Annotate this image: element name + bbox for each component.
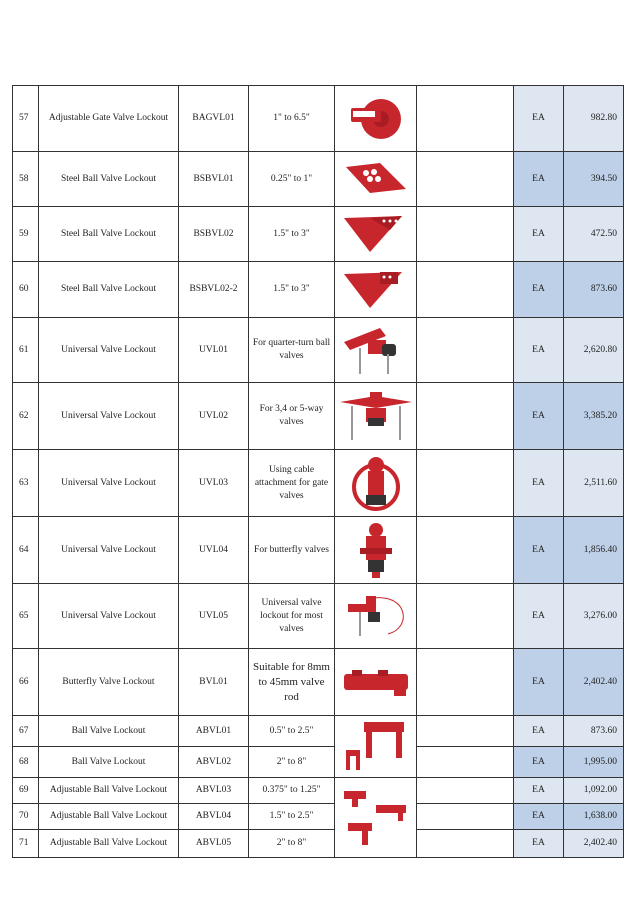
unit-cell: EA bbox=[514, 383, 564, 450]
table-row bbox=[13, 383, 624, 450]
price-cell: 982.80 bbox=[564, 86, 624, 152]
price-cell: 394.50 bbox=[564, 152, 624, 207]
unit-cell: EA bbox=[514, 318, 564, 383]
product-code: BAGVL01 bbox=[179, 86, 249, 152]
blank-cell bbox=[417, 383, 514, 450]
price-cell: 2,402.40 bbox=[564, 649, 624, 716]
product-image-cell bbox=[335, 383, 417, 450]
product-size: 0.375" to 1.25" bbox=[249, 778, 335, 804]
product-image-cell bbox=[335, 517, 417, 584]
row-number: 64 bbox=[13, 517, 39, 584]
product-description: Adjustable Gate Valve Lockout bbox=[39, 86, 179, 152]
product-code: UVL05 bbox=[179, 584, 249, 649]
product-image-cell bbox=[335, 584, 417, 649]
universal-valve-lockout-image bbox=[340, 322, 412, 378]
price-cell: 1,995.00 bbox=[564, 747, 624, 778]
blank-cell bbox=[417, 450, 514, 517]
unit-cell: EA bbox=[514, 262, 564, 318]
product-description: Universal Valve Lockout bbox=[39, 383, 179, 450]
blank-cell bbox=[417, 778, 514, 804]
product-code: UVL04 bbox=[179, 517, 249, 584]
table-row bbox=[13, 207, 624, 262]
price-cell: 1,856.40 bbox=[564, 517, 624, 584]
blank-cell bbox=[417, 584, 514, 649]
table-row bbox=[13, 830, 624, 858]
unit-cell: EA bbox=[514, 207, 564, 262]
unit-cell: EA bbox=[514, 649, 564, 716]
product-image-cell bbox=[335, 152, 417, 207]
unit-cell: EA bbox=[514, 778, 564, 804]
product-code: BSBVL01 bbox=[179, 152, 249, 207]
row-number: 66 bbox=[13, 649, 39, 716]
row-number: 59 bbox=[13, 207, 39, 262]
product-description: Ball Valve Lockout bbox=[39, 716, 179, 747]
product-description: Adjustable Ball Valve Lockout bbox=[39, 804, 179, 830]
product-code: ABVL01 bbox=[179, 716, 249, 747]
product-code: ABVL04 bbox=[179, 804, 249, 830]
universal-valve-lockout-image bbox=[338, 388, 414, 444]
price-cell: 2,620.80 bbox=[564, 318, 624, 383]
table-row bbox=[13, 86, 624, 152]
row-number: 70 bbox=[13, 804, 39, 830]
product-code: UVL02 bbox=[179, 383, 249, 450]
blank-cell bbox=[417, 207, 514, 262]
unit-cell: EA bbox=[514, 517, 564, 584]
universal-valve-lockout-image bbox=[346, 453, 406, 513]
table-row bbox=[13, 318, 624, 383]
steel-ball-valve-lockout-image bbox=[340, 212, 412, 256]
table-row bbox=[13, 152, 624, 207]
product-description: Steel Ball Valve Lockout bbox=[39, 207, 179, 262]
steel-ball-valve-lockout-image bbox=[340, 268, 412, 312]
price-cell: 873.60 bbox=[564, 716, 624, 747]
price-cell: 3,276.00 bbox=[564, 584, 624, 649]
product-image-cell bbox=[335, 649, 417, 716]
product-size: 1.5" to 2.5" bbox=[249, 804, 335, 830]
blank-cell bbox=[417, 716, 514, 747]
table-row bbox=[13, 747, 624, 778]
product-code: UVL01 bbox=[179, 318, 249, 383]
table-row bbox=[13, 262, 624, 318]
product-size: 1.5" to 3" bbox=[249, 207, 335, 262]
product-code: BSBVL02 bbox=[179, 207, 249, 262]
product-description: Steel Ball Valve Lockout bbox=[39, 262, 179, 318]
product-size: Universal valve lockout for most valves bbox=[249, 584, 335, 649]
row-number: 60 bbox=[13, 262, 39, 318]
unit-cell: EA bbox=[514, 450, 564, 517]
price-cell: 1,638.00 bbox=[564, 804, 624, 830]
unit-cell: EA bbox=[514, 804, 564, 830]
product-size: For butterfly valves bbox=[249, 517, 335, 584]
table-row bbox=[13, 716, 624, 747]
adjustable-ball-valve-lockout-image bbox=[338, 783, 414, 853]
table-row bbox=[13, 778, 624, 804]
unit-cell: EA bbox=[514, 584, 564, 649]
product-description: Adjustable Ball Valve Lockout bbox=[39, 778, 179, 804]
blank-cell bbox=[417, 152, 514, 207]
row-number: 62 bbox=[13, 383, 39, 450]
row-number: 71 bbox=[13, 830, 39, 858]
product-description: Butterfly Valve Lockout bbox=[39, 649, 179, 716]
universal-valve-lockout-image bbox=[346, 520, 406, 580]
ball-valve-lockout-image bbox=[338, 718, 414, 776]
product-image-cell bbox=[335, 262, 417, 318]
product-description: Universal Valve Lockout bbox=[39, 318, 179, 383]
blank-cell bbox=[417, 517, 514, 584]
blank-cell bbox=[417, 649, 514, 716]
product-size: 2" to 8" bbox=[249, 830, 335, 858]
product-size: Suitable for 8mm to 45mm valve rod bbox=[249, 649, 335, 716]
row-number: 61 bbox=[13, 318, 39, 383]
product-image-cell bbox=[335, 450, 417, 517]
price-cell: 2,402.40 bbox=[564, 830, 624, 858]
product-image-cell bbox=[335, 318, 417, 383]
product-size: For 3,4 or 5-way valves bbox=[249, 383, 335, 450]
product-size: 0.25" to 1" bbox=[249, 152, 335, 207]
blank-cell bbox=[417, 262, 514, 318]
table-row bbox=[13, 804, 624, 830]
product-description: Ball Valve Lockout bbox=[39, 747, 179, 778]
product-description: Universal Valve Lockout bbox=[39, 450, 179, 517]
table-row bbox=[13, 450, 624, 517]
product-code: ABVL02 bbox=[179, 747, 249, 778]
product-image-cell bbox=[335, 778, 417, 858]
blank-cell bbox=[417, 830, 514, 858]
blank-cell bbox=[417, 804, 514, 830]
row-number: 69 bbox=[13, 778, 39, 804]
product-code: BSBVL02-2 bbox=[179, 262, 249, 318]
blank-cell bbox=[417, 747, 514, 778]
price-cell: 1,092.00 bbox=[564, 778, 624, 804]
gate-valve-lockout-image bbox=[341, 94, 411, 144]
row-number: 63 bbox=[13, 450, 39, 517]
product-size: 1.5" to 3" bbox=[249, 262, 335, 318]
row-number: 57 bbox=[13, 86, 39, 152]
product-image-cell bbox=[335, 86, 417, 152]
product-image-cell bbox=[335, 207, 417, 262]
product-description: Adjustable Ball Valve Lockout bbox=[39, 830, 179, 858]
product-code: UVL03 bbox=[179, 450, 249, 517]
product-size: Using cable attachment for gate valves bbox=[249, 450, 335, 517]
table-row bbox=[13, 584, 624, 649]
product-description: Universal Valve Lockout bbox=[39, 584, 179, 649]
row-number: 68 bbox=[13, 747, 39, 778]
butterfly-valve-lockout-image bbox=[338, 662, 414, 702]
blank-cell bbox=[417, 86, 514, 152]
product-image-cell bbox=[335, 716, 417, 778]
table-row bbox=[13, 649, 624, 716]
product-size: For quarter-turn ball valves bbox=[249, 318, 335, 383]
product-description: Universal Valve Lockout bbox=[39, 517, 179, 584]
price-cell: 873.60 bbox=[564, 262, 624, 318]
product-code: ABVL05 bbox=[179, 830, 249, 858]
price-table bbox=[12, 85, 624, 858]
product-code: ABVL03 bbox=[179, 778, 249, 804]
product-size: 0.5" to 2.5" bbox=[249, 716, 335, 747]
unit-cell: EA bbox=[514, 716, 564, 747]
unit-cell: EA bbox=[514, 747, 564, 778]
steel-ball-valve-lockout-image bbox=[340, 159, 412, 199]
row-number: 58 bbox=[13, 152, 39, 207]
price-cell: 472.50 bbox=[564, 207, 624, 262]
price-cell: 3,385.20 bbox=[564, 383, 624, 450]
product-size: 1" to 6.5" bbox=[249, 86, 335, 152]
blank-cell bbox=[417, 318, 514, 383]
product-size: 2" to 8" bbox=[249, 747, 335, 778]
unit-cell: EA bbox=[514, 86, 564, 152]
price-cell: 2,511.60 bbox=[564, 450, 624, 517]
product-description: Steel Ball Valve Lockout bbox=[39, 152, 179, 207]
row-number: 67 bbox=[13, 716, 39, 747]
table-row bbox=[13, 517, 624, 584]
product-code: BVL01 bbox=[179, 649, 249, 716]
row-number: 65 bbox=[13, 584, 39, 649]
unit-cell: EA bbox=[514, 152, 564, 207]
unit-cell: EA bbox=[514, 830, 564, 858]
universal-valve-lockout-image bbox=[338, 588, 414, 644]
